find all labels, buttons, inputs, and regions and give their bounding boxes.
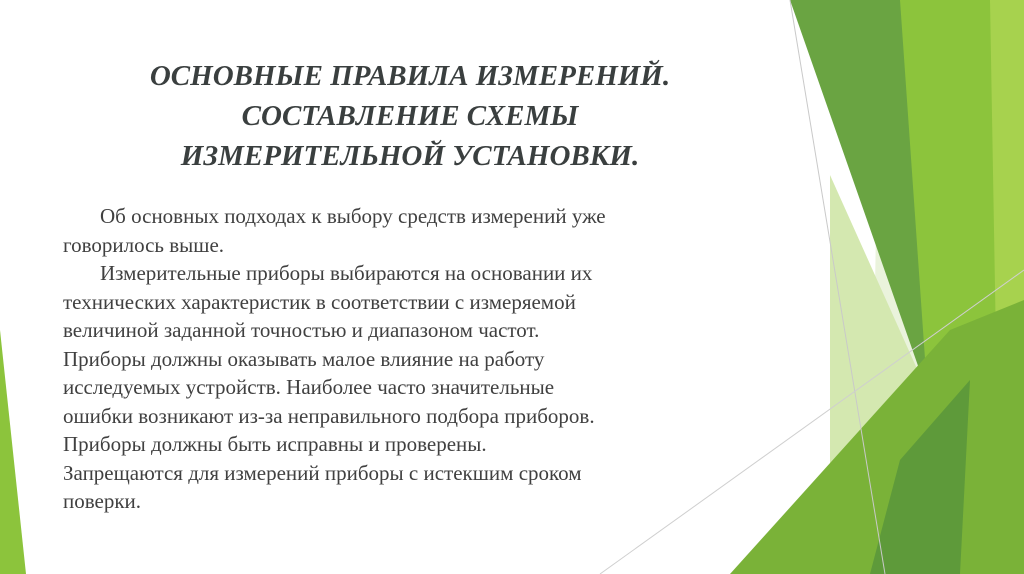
body-line-2: говорилось выше. [63,232,225,257]
body-line-3: Измерительные приборы выбираются на основании их [100,261,593,285]
body-line-7: исследуемых устройств. Наиболее часто значительные [63,375,555,399]
body-line-9: Приборы должны быть исправны и проверены. [63,432,487,456]
slide-title [60,56,760,176]
body-line-11: поверки. [63,489,142,513]
body-line-5: величиной заданной точностью и диапазоном частот. [63,318,540,342]
body-line-8: ошибки возникают из-за неправильного подбора приборов. [63,403,595,428]
body-line-6: Приборы должны оказывать малое влияние на работу [63,346,545,371]
body-line-4: технических характеристик в соответствии с измеряемой [63,289,576,314]
slide-body-text [63,202,783,516]
body-line-1: Об основных подходах к выбору средств измерений уже [100,204,606,228]
title-line-1: ОСНОВНЫЕ ПРАВИЛА ИЗМЕРЕНИЙ. [149,60,671,92]
decor-shape-left-bar [0,330,26,574]
title-line-2: СОСТАВЛЕНИЕ СХЕМЫ [241,100,579,132]
title-line-3: ИЗМЕРИТЕЛЬНОЙ УСТАНОВКИ. [180,140,640,172]
body-line-10: Запрещаются для измерений приборы с истекшим сроком [63,460,582,485]
